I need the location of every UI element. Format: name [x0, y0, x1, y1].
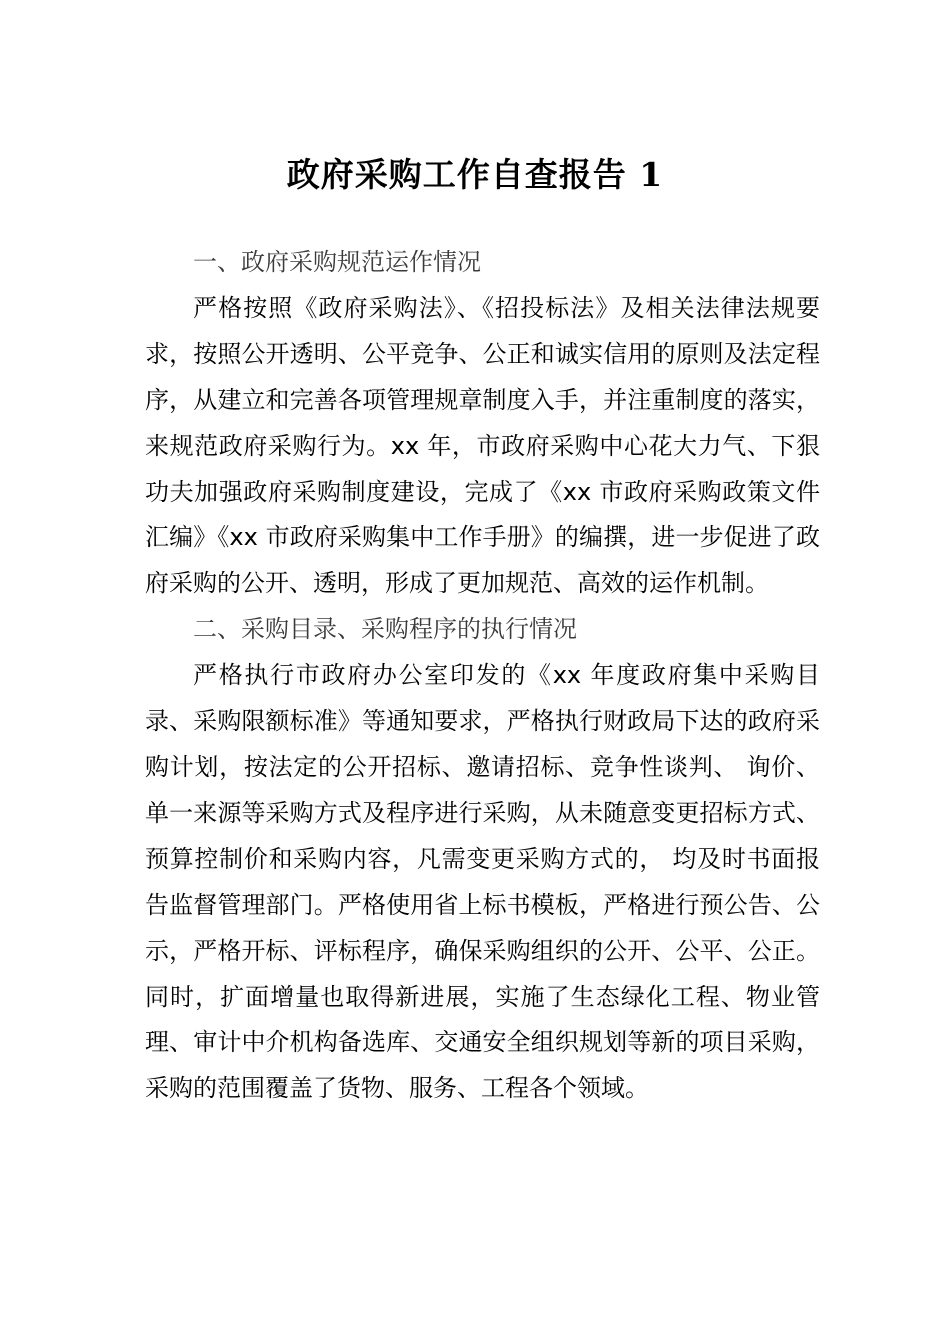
document-body [145, 240, 820, 1112]
section-heading-1: 一、政府采购规范运作情况 [193, 248, 481, 276]
document-title: 政府采购工作自查报告 1 [286, 155, 664, 194]
section-paragraph-2: 严格执行市政府办公室印发的《xx 年度政府集中采购目录、采购限额标准》等通知要求，严格执行财政局下达的政府采购计划，按法定的公开招标、邀请招标、竞争性谈判、 询价、单一来源等采购方式及程序进行采购，从未随意变更招标方式、预算控制价和采购内容，凡需变更采购方式的， 均及时书面报告监督管理部门。严格使用省上标书模板，严格进行预公告、公示，严格开标、评标程序，确保采购组织的公开、公平、公正。同时，扩面增量也取得新进展，实施了生态绿化工程、物业管理、审计中介机构备选库、交通安全组织规划等新的项目采购，采购的范围覆盖了货物、服务、工程各个领域。 [145, 661, 820, 1103]
section-heading-2: 二、采购目录、采购程序的执行情况 [193, 615, 577, 644]
section-paragraph-1: 严格按照《政府采购法》、《招投标法》及相关法律法规要求，按照公开透明、公平竞争、公正和诚实信用的原则及法定程序，从建立和完善各项管理规章制度入手，并注重制度的落实，来规范政府采购行为。xx 年，市政府采购中心花大力气、下狠功夫加强政府采购制度建设，完成了《xx 市政府采购政策文件汇编》《xx 市政府采购集中工作手册》的编撰，进一步促进了政府采购的公开、透明，形成了更加规范、高效的运作机制。 [145, 293, 820, 598]
